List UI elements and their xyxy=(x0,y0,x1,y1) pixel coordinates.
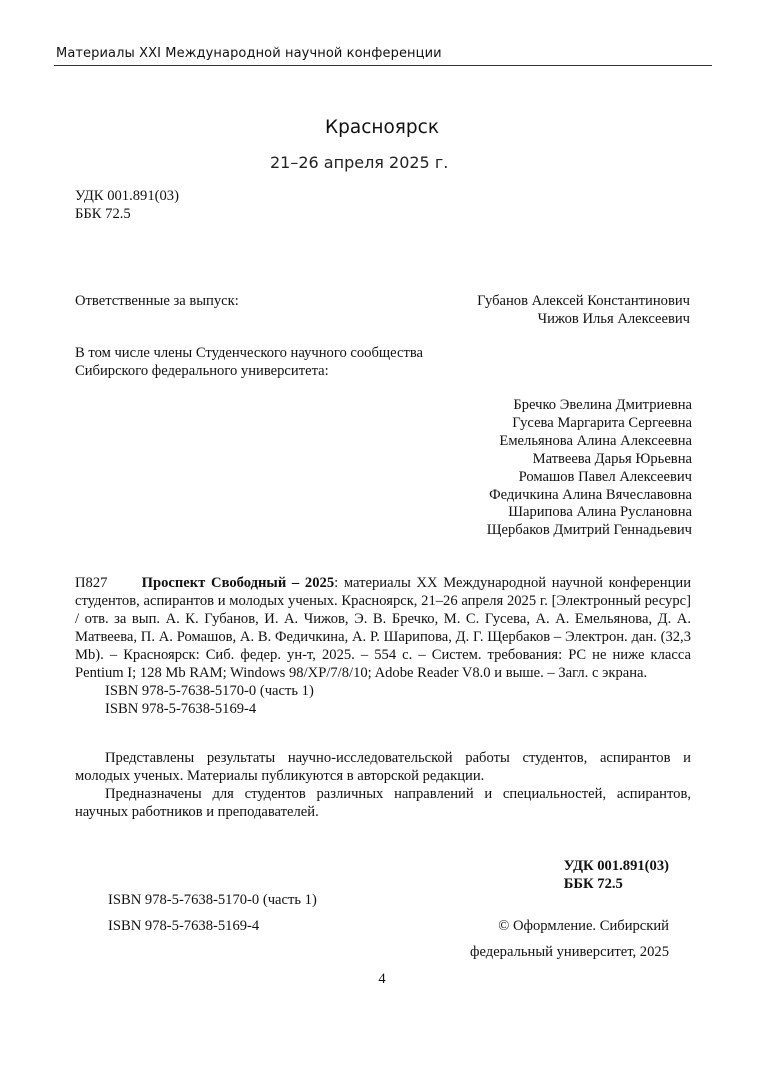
member-name: Федичкина Алина Вячеславовна xyxy=(489,486,692,503)
udk-code: УДК 001.891(03) xyxy=(75,188,179,204)
bbk-code: ББК 72.5 xyxy=(75,206,131,222)
page-number: 4 xyxy=(378,971,386,987)
member-name: Щербаков Дмитрий Геннадьевич xyxy=(486,522,692,539)
isbn-part: ISBN 978-5-7638-5170-0 (часть 1) xyxy=(105,683,314,699)
book-title: Проспект Свободный – 2025 xyxy=(141,575,335,591)
responsible-names xyxy=(390,292,690,328)
society-heading xyxy=(75,344,423,380)
header-divider xyxy=(54,65,712,66)
member-name: Емельянова Алина Алексеевна xyxy=(499,432,692,449)
abstract-paragraph: Представлены результаты научно-исследовательской работы студентов, аспирантов и молодых ученых. Материалы публикуются в авторской редакции. xyxy=(75,750,691,784)
member-name: Матвеева Дарья Юрьевна xyxy=(532,450,692,467)
publication-date: 21–26 апреля 2025 г. xyxy=(270,153,449,172)
responsible-label: Ответственные за выпуск: xyxy=(75,293,239,309)
member-name: Гусева Маргарита Сергеевна xyxy=(512,414,692,431)
publication-city: Красноярск xyxy=(324,117,440,138)
bibliographic-description xyxy=(75,574,691,682)
bibliographic-record xyxy=(75,574,691,718)
member-name: Шарипова Алина Руслановна xyxy=(508,504,692,521)
classification-block xyxy=(564,857,669,893)
member-name: Ромашов Павел Алексеевич xyxy=(518,468,692,485)
bibliographic-text: : материалы XX Международной научной конференции студентов, аспирантов и молодых ученых. Красноярск, 21–26 апреля 2025 г. [Электронный ресурс] / отв. за вып. А. К. Губанов, И. А. Чижов, Э. В. Бречко, М. С. Гусева, А. А. Емельянова, Д. А. Матвеева, П. А. Ромашов, А. В. Федичкина, А. Р. Шарипова, Д. Г. Щербаков – Электрон. дан. (32,3 Mb). – Красноярск: Сиб. федер. ун-т, 2025. – 554 с. – Систем. требования: PC не ниже класса Pentium I; 128 Mb RAM; Windows 98/XP/7/8/10; Adobe Reader V8.0 и выше. – Загл. с экрана. xyxy=(75,575,692,681)
abstract xyxy=(75,749,691,821)
responsible-name: Чижов Илья Алексеевич xyxy=(537,311,690,327)
responsible-name: Губанов Алексей Константинович xyxy=(477,293,690,309)
copyright-line: © Оформление. Сибирский xyxy=(498,918,669,934)
isbn-main: ISBN 978-5-7638-5169-4 xyxy=(105,701,257,717)
udk-code: УДК 001.891(03) xyxy=(563,858,669,874)
publication-date-clipped xyxy=(270,153,492,172)
society-heading-line: В том числе члены Студенческого научного сообщества xyxy=(75,345,424,361)
bibliographic-code: П827 xyxy=(75,575,108,591)
abstract-paragraph: Предназначены для студентов различных направлений и специальностей, аспирантов, научных работников и преподавателей. xyxy=(75,786,691,820)
copyright-line: федеральный университет, 2025 xyxy=(470,944,669,960)
bbk-code: ББК 72.5 xyxy=(563,876,623,892)
imprint-isbn-part: ISBN 978-5-7638-5170-0 (часть 1) xyxy=(108,892,317,908)
running-header: Материалы XXI Международной научной конференции xyxy=(56,46,442,61)
society-heading-line: Сибирского федерального университета: xyxy=(75,363,329,379)
member-name: Бречко Эвелина Дмитриевна xyxy=(513,397,692,413)
imprint-isbn-main: ISBN 978-5-7638-5169-4 xyxy=(108,918,260,934)
society-members-list xyxy=(372,397,692,540)
